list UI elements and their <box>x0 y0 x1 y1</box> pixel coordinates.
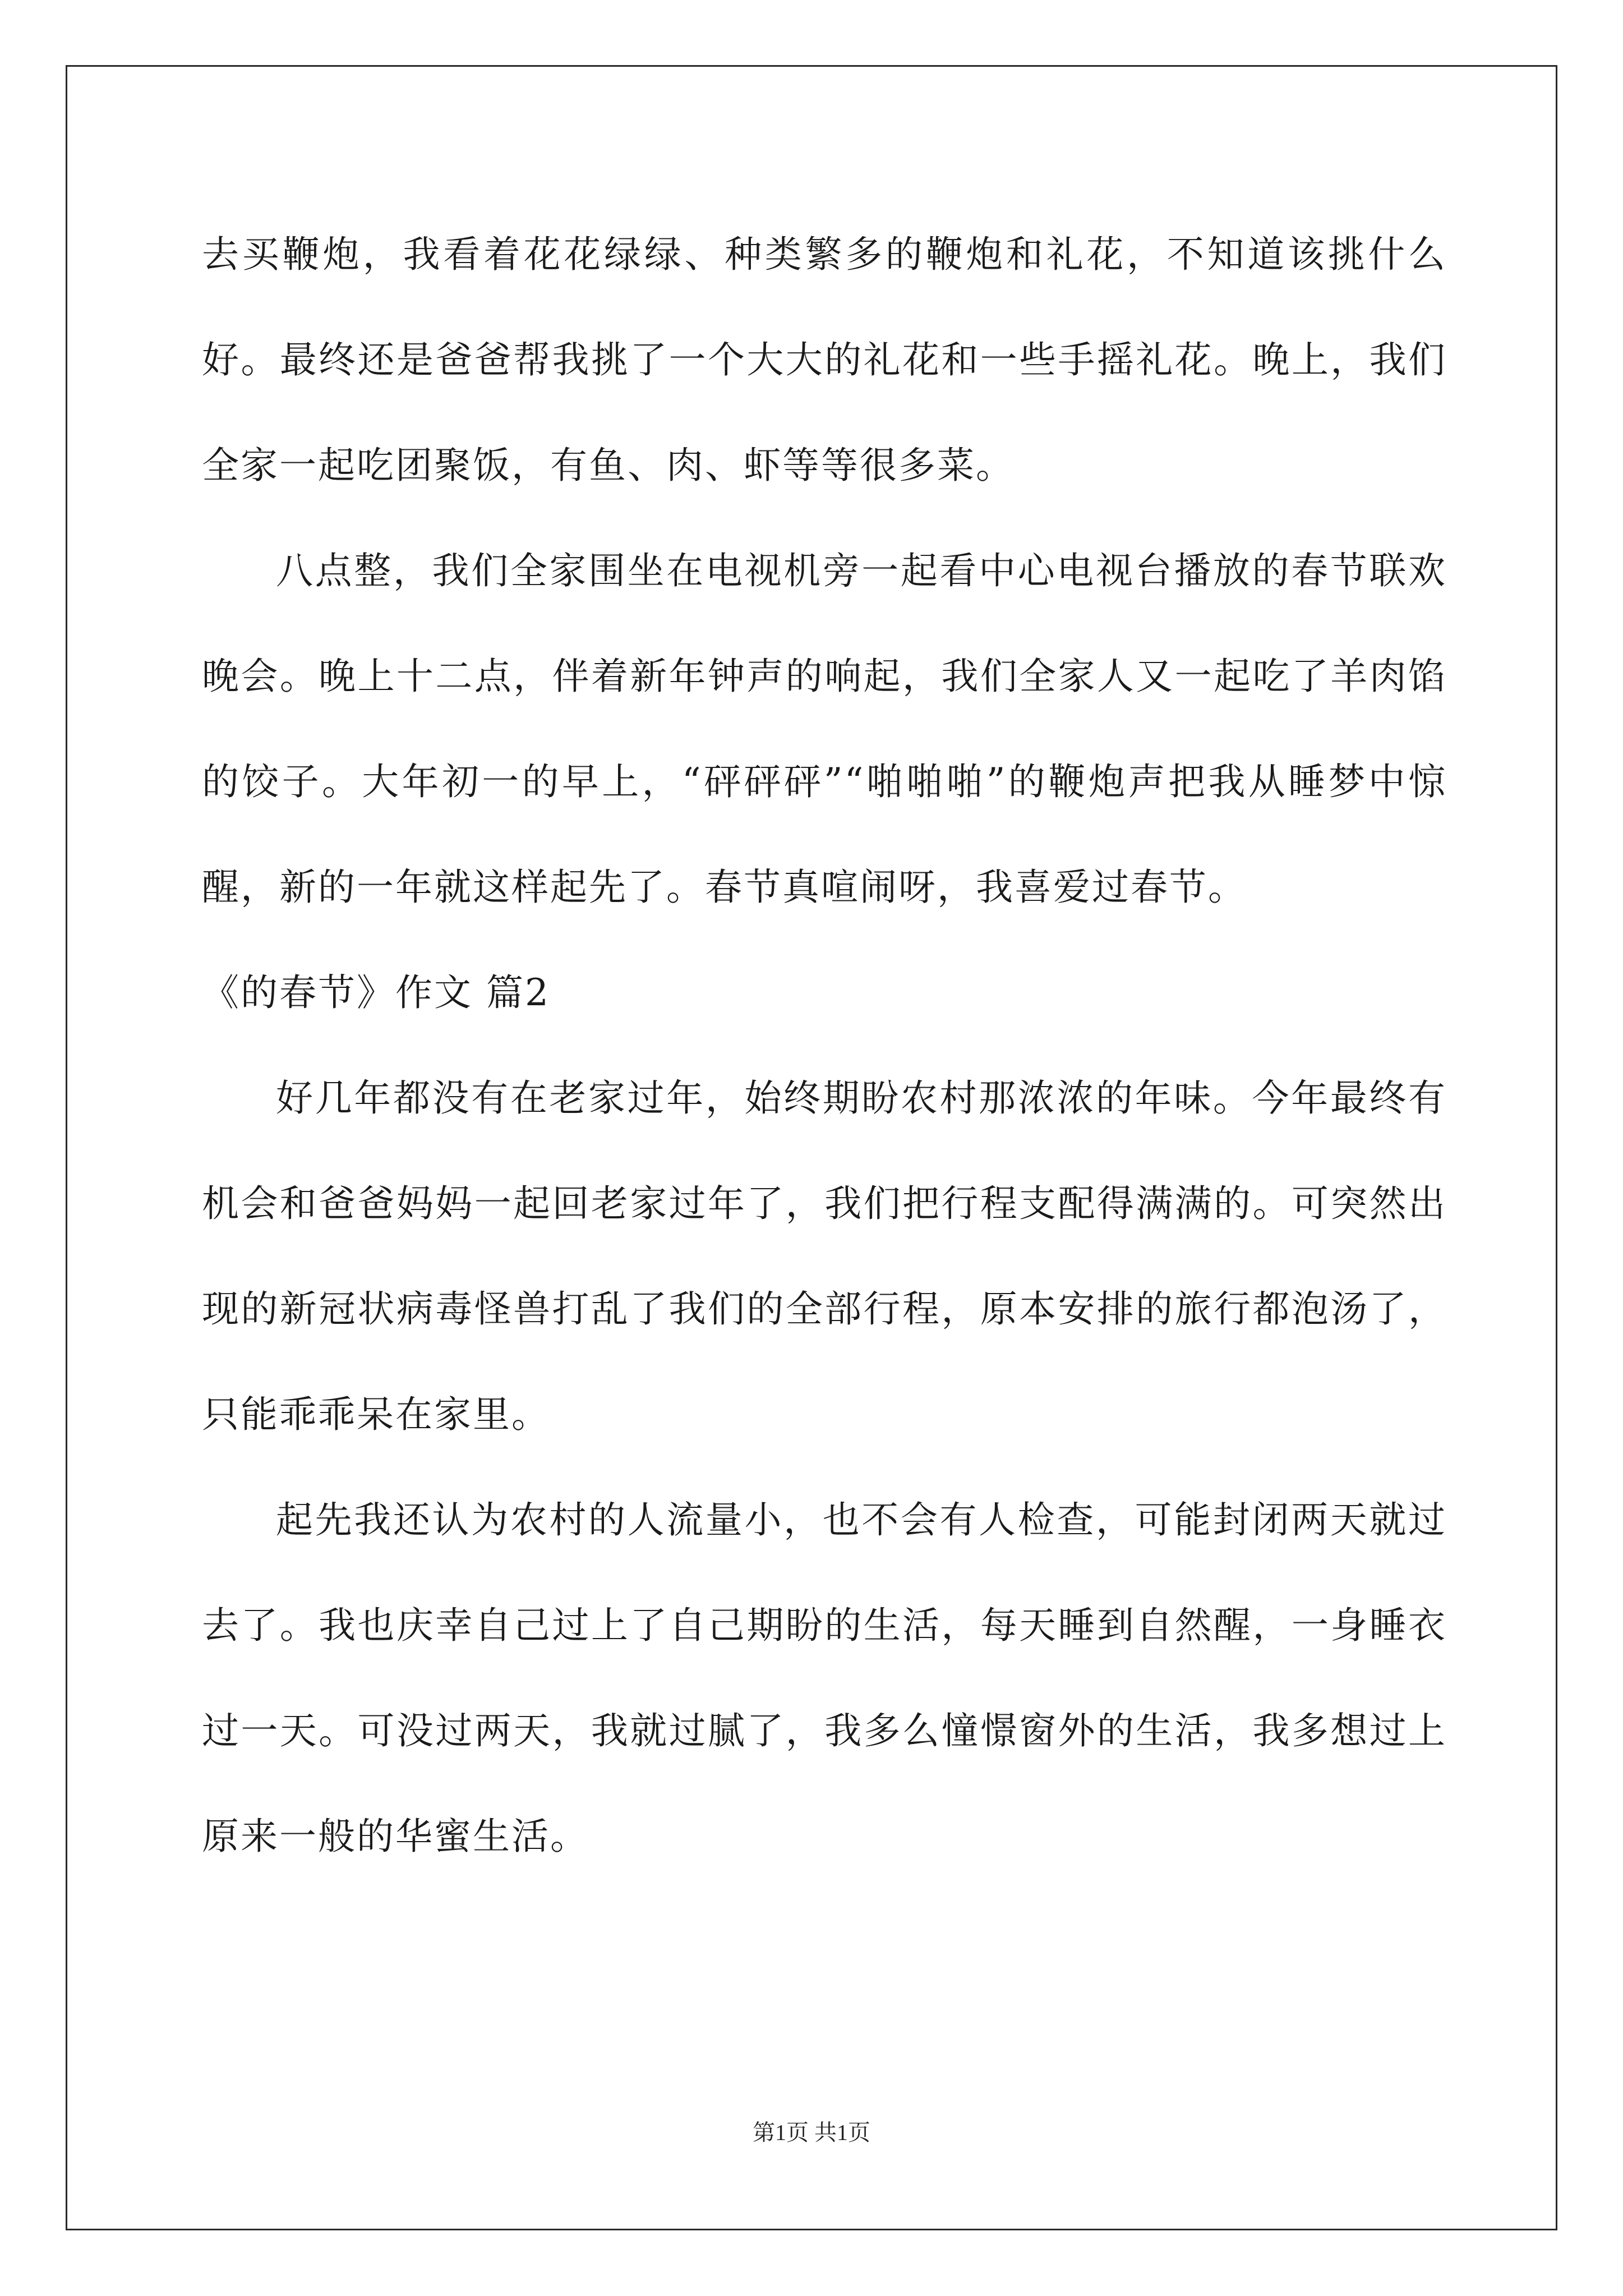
paragraph-spring-festival-gala: 八点整，我们全家围坐在电视机旁一起看中心电视台播放的春节联欢晚会。晚上十二点，伴着新年钟声的响起，我们全家人又一起吃了羊肉馅的饺子。大年初一的早上，“砰砰砰”“啪啪啪”的鞭炮声把我从睡梦中惊醒，新的一年就这样起先了。春节真喧闹呀，我喜爱过春节。 <box>202 549 1447 909</box>
paragraph-hometown-new-year: 好几年都没有在老家过年，始终期盼农村那浓浓的年味。今年最终有机会和爸爸妈妈一起回老家过年了，我们把行程支配得满满的。可突然出现的新冠状病毒怪兽打乱了我们的全部行程，原本安排的旅行都泡汤了，只能乖乖呆在家里。 <box>202 1076 1447 1436</box>
document-body <box>202 202 1447 1889</box>
page-number-footer: 第1页 共1页 <box>753 2120 870 2145</box>
paragraph-continued: 去买鞭炮，我看着花花绿绿、种类繁多的鞭炮和礼花，不知道该挑什么好。最终还是爸爸帮我挑了一个大大的礼花和一些手摇礼花。晚上，我们全家一起吃团聚饭，有鱼、肉、虾等等很多菜。 <box>202 233 1447 487</box>
section-title: 《的春节》作文 篇2 <box>202 971 550 1014</box>
paragraph-stay-at-home: 起先我还认为农村的人流量小，也不会有人检查，可能封闭两天就过去了。我也庆幸自己过上了自己期盼的生活，每天睡到自然醒，一身睡衣过一天。可没过两天，我就过腻了，我多么憧憬窗外的生活，我多想过上原来一般的华蜜生活。 <box>202 1498 1447 1858</box>
